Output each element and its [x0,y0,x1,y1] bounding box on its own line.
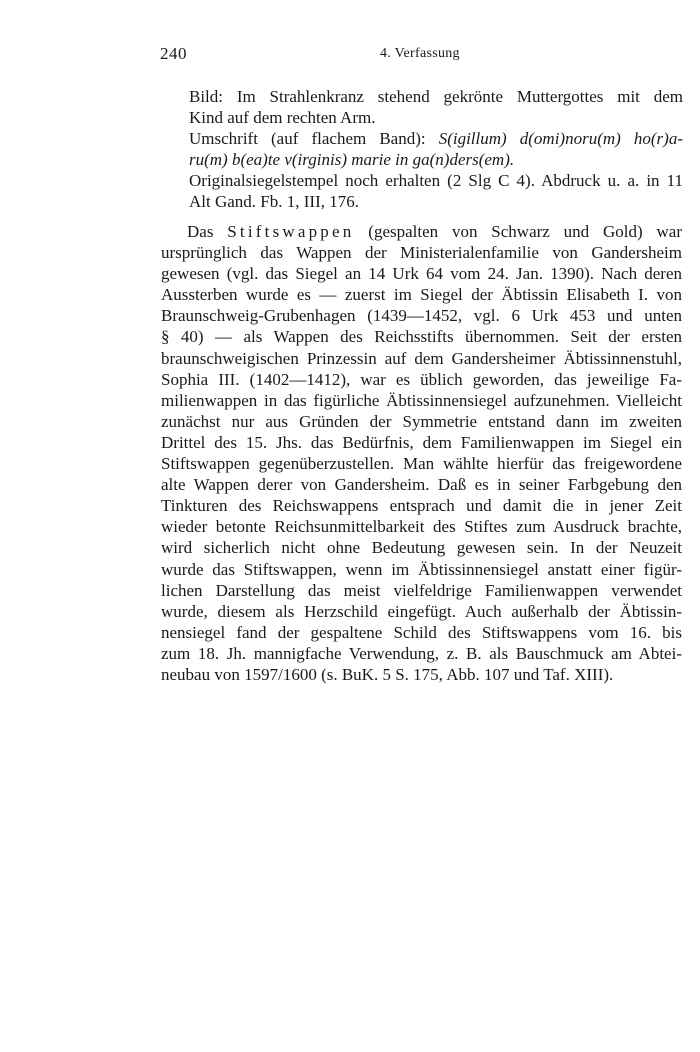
text-line: braunschweigischen Prinzessin auf dem Gandersheimer Äbtissinnenstuhl, [161,348,682,368]
running-title: 4. Verfassung [380,46,460,61]
text-line: ursprünglich das Wappen der Ministerialenfamilie von Gandersheim [161,243,682,263]
umschrift-text: S(igillum) d(omi)noru(m) ho(r)a- [438,129,683,148]
text-line: milienwappen in das figürliche Äbtissinnensiegel aufzunehmen. Vielleicht [161,390,682,410]
text-line: zunächst nur aus Gründen der Symmetrie entstand dann im zweiten [161,411,682,431]
text-line [161,221,682,242]
text-line: neubau von 1597/1600 (s. BuK. 5 S. 175, Abb. 107 und Taf. XIII). [161,664,614,684]
text-line: nensiegel fand der gespaltene Schild des Stiftswappens vom 16. bis [161,622,682,642]
text-line: wieder betonte Reichsunmittelbarkeit des Stiftes zum Ausdruck brachte, [161,517,682,537]
umschrift-label: Umschrift (auf flachem Band): [189,129,439,148]
text-line: Bild: Im Strahlenkranz stehend gekrönte Muttergottes mit dem [189,87,683,106]
text-line: wurde das Stiftswappen, wenn im Äbtissinnensiegel anstatt einer figür- [161,559,682,579]
text-line: zum 18. Jh. mannigfache Verwendung, z. B. als Bauschmuck am Abtei- [161,643,682,663]
text-fragment: (gespalten von Schwarz und Gold) war [354,222,682,241]
text-line: wurde, diesem als Herzschild eingefügt. Auch außerhalb der Äbtissin- [161,601,682,621]
text-line: ru(m) b(ea)te v(irginis) marie in ga(n)ders(em). [189,150,515,169]
text-line: lichen Darstellung das meist vielfeldrige Familienwappen verwendet [161,580,682,600]
text-line: Stiftswappen gegenüberzustellen. Man wählte hierfür das freigewordene [161,454,682,474]
text-fragment: Das [187,222,228,241]
page-number: 240 [160,44,187,63]
seal-description [189,86,683,212]
text-line: Braunschweig-Grubenhagen (1439—1452, vgl. 6 Urk 453 und unten [161,306,682,326]
spaced-term: Stiftswappen [227,222,355,241]
text-line: Aussterben wurde es — zuerst im Siegel der Äbtissin Elisabeth I. von [161,285,682,305]
text-line: Drittel des 15. Jhs. das Bedürfnis, dem Familienwappen im Siegel ein [161,432,682,452]
text-line: Alt Gand. Fb. 1, III, 176. [189,192,359,211]
text-line: alte Wappen derer von Gandersheim. Daß es in seiner Farbgebung den [161,475,682,495]
text-line [189,128,683,149]
text-line: Sophia III. (1402—1412), war es üblich geworden, das jeweilige Fa- [161,369,682,389]
text-line: gewesen (vgl. das Siegel an 14 Urk 64 vom 24. Jan. 1390). Nach deren [161,264,682,284]
body-paragraph [161,221,682,685]
text-line: Originalsiegelstempel noch erhalten (2 Slg C 4). Abdruck u. a. in 11 [189,171,683,190]
text-line: Kind auf dem rechten Arm. [189,108,376,127]
text-line: wird sicherlich nicht ohne Bedeutung gewesen sein. In der Neuzeit [161,538,682,558]
text-line: § 40) — als Wappen des Reichsstifts übernommen. Seit der ersten [161,327,682,347]
text-line: Tinkturen des Reichswappens entsprach und damit die in jener Zeit [161,496,682,516]
